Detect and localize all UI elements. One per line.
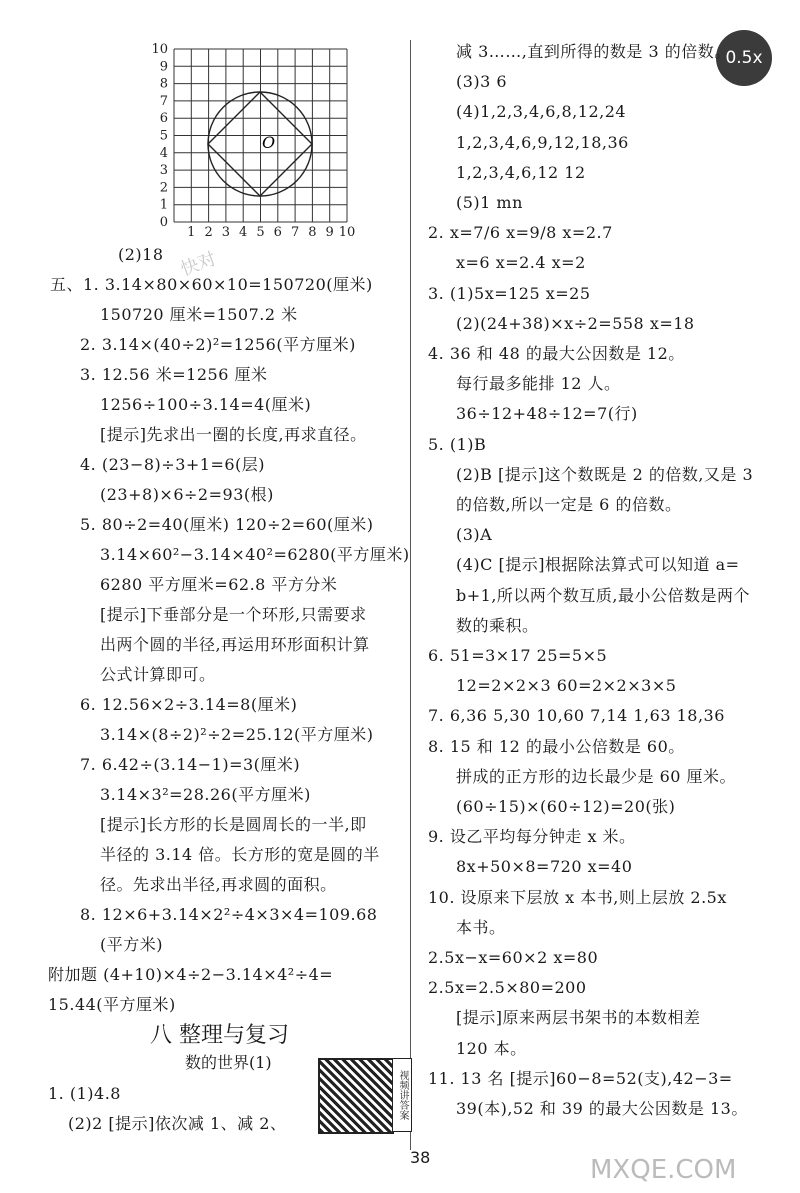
y-tick-label: 6 xyxy=(159,111,168,127)
text-line: (2)2 [提示]依次减 1、减 2、 xyxy=(68,1114,287,1133)
section-title: 数的世界(1) xyxy=(185,1053,272,1072)
x-tick-label: 5 xyxy=(256,225,265,238)
text-line: 5. 80÷2=40(厘米) 120÷2=60(厘米) xyxy=(80,515,374,534)
text-line: 7. 6,36 5,30 10,60 7,14 1,63 18,36 xyxy=(428,706,725,726)
center-label: O xyxy=(262,133,276,152)
coordinate-grid xyxy=(140,38,380,238)
text-line: 2.5x=2.5×80=200 xyxy=(428,978,587,998)
x-tick-label: 6 xyxy=(273,225,282,238)
qr-code[interactable] xyxy=(318,1058,394,1134)
text-line: 150720 厘米=1507.2 米 xyxy=(100,305,298,324)
text-line: x=6 x=2.4 x=2 xyxy=(456,253,586,273)
x-tick-label: 1 xyxy=(187,225,196,238)
text-line: b+1,所以两个数互质,最小公倍数是两个 xyxy=(456,585,751,605)
x-tick-label: 7 xyxy=(290,225,300,238)
text-line: 4. (23−8)÷3+1=6(层) xyxy=(80,455,266,474)
x-tick-label: 2 xyxy=(204,225,213,238)
text-line: 每行最多能排 12 人。 xyxy=(456,374,621,394)
text-line: 6. 12.56×2÷3.14=8(厘米) xyxy=(80,695,298,714)
text-line: 2. 3.14×(40÷2)²=1256(平方厘米) xyxy=(80,335,356,354)
text-line: 1. (1)4.8 xyxy=(48,1084,121,1103)
column-divider xyxy=(410,40,411,1150)
y-tick-label: 9 xyxy=(159,59,168,75)
text-line: 2.5x−x=60×2 x=80 xyxy=(428,948,599,967)
text-line: 36÷12+48÷12=7(行) xyxy=(456,404,638,424)
text-line: 120 本。 xyxy=(456,1038,527,1058)
text-line: 五、1. 3.14×80×60×10=150720(厘米) xyxy=(50,275,373,294)
text-line: 数的乘积。 xyxy=(456,615,539,635)
text-line: 拼成的正方形的边长最少是 60 厘米。 xyxy=(456,766,737,786)
text-line: 的倍数,所以一定是 6 的倍数。 xyxy=(456,495,682,514)
text-line: 12=2×2×3 60=2×2×3×5 xyxy=(456,676,677,696)
text-line: 39(本),52 和 39 的最大公因数是 13。 xyxy=(456,1099,748,1118)
text-line: 6. 51=3×17 25=5×5 xyxy=(428,646,608,665)
text-line: (3)3 6 xyxy=(456,72,508,92)
page-number: 38 xyxy=(410,1148,431,1167)
text-line: 减 3……,直到所得的数是 3 的倍数。 xyxy=(456,42,731,61)
text-line: 7. 6.42÷(3.14−1)=3(厘米) xyxy=(80,755,301,774)
text-line: 3. 12.56 米=1256 厘米 xyxy=(80,365,268,384)
text-line: (平方米) xyxy=(100,935,163,954)
right-column xyxy=(412,0,800,1193)
watermark: MXQE.COM xyxy=(590,1155,737,1185)
text-line: 公式计算即可。 xyxy=(100,665,216,684)
text-line: 8. 15 和 12 的最小公倍数是 60。 xyxy=(428,736,685,756)
y-tick-label: 4 xyxy=(159,145,168,161)
text-line: [提示]下垂部分是一个环形,只需要求 xyxy=(100,605,367,624)
y-tick-label: 0 xyxy=(159,215,168,230)
text-line: 8x+50×8=720 x=40 xyxy=(456,857,633,877)
y-tick-label: 2 xyxy=(159,180,168,196)
x-tick-label: 10 xyxy=(338,225,356,238)
text-line: (2)18 xyxy=(118,245,164,264)
text-line: [提示]先求出一圈的长度,再求直径。 xyxy=(100,425,367,444)
text-line: 4. 36 和 48 的最大公因数是 12。 xyxy=(428,344,685,363)
text-line: (23+8)×6÷2=93(根) xyxy=(100,485,274,504)
text-line: [提示]原来两层书架书的本数相差 xyxy=(456,1008,701,1028)
text-line: 半径的 3.14 倍。长方形的宽是圆的半 xyxy=(100,845,380,864)
text-line: (2)B [提示]这个数既是 2 的倍数,又是 3 xyxy=(456,464,754,484)
text-line: (3)A xyxy=(456,525,493,545)
text-line: (2)(24+38)×x÷2=558 x=18 xyxy=(456,313,695,333)
chapter-title: 八 整理与复习 xyxy=(150,1023,289,1048)
text-line: 6280 平方厘米=62.8 平方分米 xyxy=(100,575,338,594)
text-line: 3.14×60²−3.14×40²=6280(平方厘米) xyxy=(100,545,410,564)
y-tick-label: 3 xyxy=(159,163,168,179)
y-tick-label: 7 xyxy=(159,93,168,109)
watermark: 快对 xyxy=(178,248,220,281)
text-line: 附加题 (4+10)×4÷2−3.14×4²÷4= xyxy=(48,965,334,984)
text-line: 5. (1)B xyxy=(428,434,487,454)
text-line: 出两个圆的半径,再运用环形面积计算 xyxy=(100,635,370,654)
text-line: 径。先求出半径,再求圆的面积。 xyxy=(100,875,337,894)
x-tick-label: 4 xyxy=(239,225,248,238)
text-line: (4)C [提示]根据除法算式可以知道 a= xyxy=(456,555,740,575)
text-line: 8. 12×6+3.14×2²÷4×3×4=109.68 xyxy=(80,905,378,924)
text-line: 15.44(平方厘米) xyxy=(48,995,176,1014)
text-line: 3.14×3²=28.26(平方厘米) xyxy=(100,785,311,804)
text-line: 2. x=7/6 x=9/8 x=2.7 xyxy=(428,223,613,243)
y-tick-label: 8 xyxy=(159,76,168,92)
text-line: 本书。 xyxy=(456,917,506,937)
text-line: (5)1 mn xyxy=(456,193,523,212)
x-tick-label: 8 xyxy=(308,225,317,238)
x-tick-label: 9 xyxy=(325,225,334,238)
text-line: 11. 13 名 [提示]60−8=52(支),42−3= xyxy=(428,1068,733,1088)
text-line: 1256÷100÷3.14=4(厘米) xyxy=(100,395,312,414)
x-tick-label: 3 xyxy=(221,225,231,238)
text-line: 10. 设原来下层放 x 本书,则上层放 2.5x xyxy=(428,887,727,907)
text-line: [提示]长方形的长是圆周长的一半,即 xyxy=(100,815,367,834)
zoom-label: 0.5x xyxy=(725,48,763,68)
text-line: (4)1,2,3,4,6,8,12,24 xyxy=(456,102,627,122)
y-tick-label: 1 xyxy=(159,197,168,213)
text-line: 1,2,3,4,6,9,12,18,36 xyxy=(456,132,629,152)
text-line: 9. 设乙平均每分钟走 x 米。 xyxy=(428,827,636,847)
qr-label: 视频讲答案 xyxy=(392,1058,412,1132)
y-tick-label: 10 xyxy=(151,42,168,57)
text-line: (60÷15)×(60÷12)=20(张) xyxy=(456,797,676,816)
y-tick-label: 5 xyxy=(159,128,168,144)
text-line: 1,2,3,4,6,12 12 xyxy=(456,162,586,182)
text-line: 3. (1)5x=125 x=25 xyxy=(428,283,591,303)
text-line: 3.14×(8÷2)²÷2=25.12(平方厘米) xyxy=(100,725,374,744)
